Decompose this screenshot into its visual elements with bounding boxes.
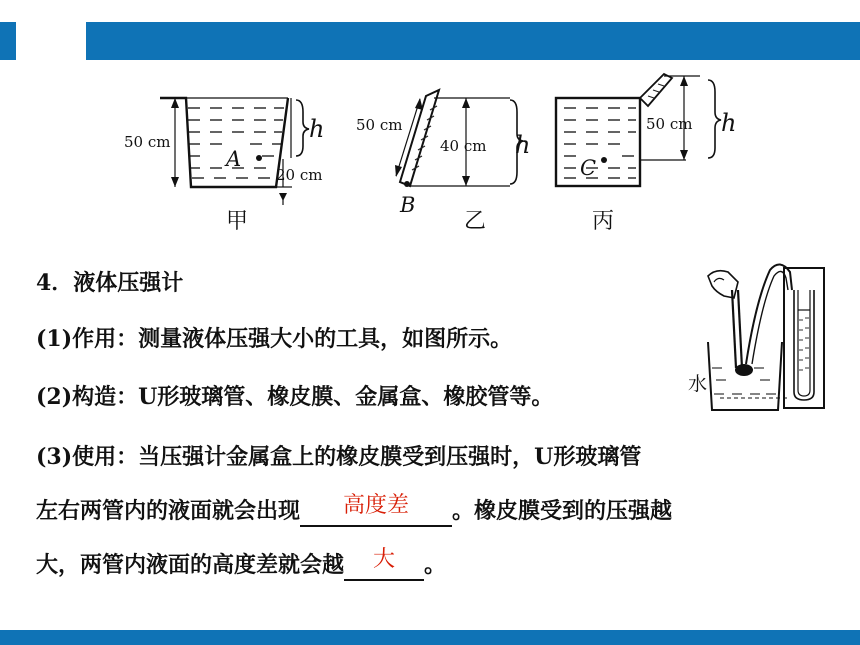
bing-tube-label: 50 cm — [646, 115, 693, 133]
point-c-label: C — [580, 156, 597, 180]
line-blank2 — [36, 548, 446, 581]
blank-1-answer: 高度差 — [343, 493, 410, 518]
line-usage: (1)作用：测量液体压强大小的工具，如图所示。 — [36, 326, 513, 352]
section-title: 4．液体压强计 — [36, 270, 184, 296]
line5-before: 大，两管内液面的高度差就会越 — [36, 552, 345, 578]
jia-h-label: h — [309, 115, 325, 143]
blank-2-answer: 大 — [373, 547, 396, 572]
container-jia — [160, 98, 288, 187]
blank-1 — [300, 494, 452, 527]
container-bing — [556, 98, 640, 186]
line-structure: (2)构造：U形玻璃管、橡皮膜、金属盒、橡胶管等。 — [36, 384, 554, 410]
pressure-gauge-figure — [688, 264, 824, 410]
line5-after: 。 — [424, 552, 447, 578]
yi-h-label: h — [515, 131, 531, 159]
point-a-label: A — [226, 147, 242, 171]
jia-caption: 甲 — [226, 209, 249, 234]
blank-2 — [344, 548, 424, 581]
figure-bing — [556, 74, 736, 234]
yi-caption: 乙 — [464, 209, 487, 234]
line4-before: 左右两管内的液面就会出现 — [36, 498, 301, 524]
line4-after: 。橡皮膜受到的压强越 — [452, 498, 673, 524]
point-a-dot — [256, 155, 262, 161]
figure-yi — [356, 90, 530, 234]
bing-caption: 丙 — [592, 209, 615, 234]
yi-length-label: 50 cm — [356, 116, 403, 134]
water-label: 水 — [688, 373, 708, 395]
figure-jia — [124, 98, 324, 234]
point-b-label: B — [400, 193, 416, 217]
bing-h-label: h — [721, 109, 737, 137]
line-use: (3)使用：当压强计金属盒上的橡皮膜受到压强时，U形玻璃管 — [36, 444, 642, 470]
jia-depth-label: 50 cm — [124, 133, 171, 151]
yi-height-label: 40 cm — [440, 137, 487, 155]
jia-bottom-label: 20 cm — [276, 166, 323, 184]
line-blank1 — [36, 494, 672, 527]
